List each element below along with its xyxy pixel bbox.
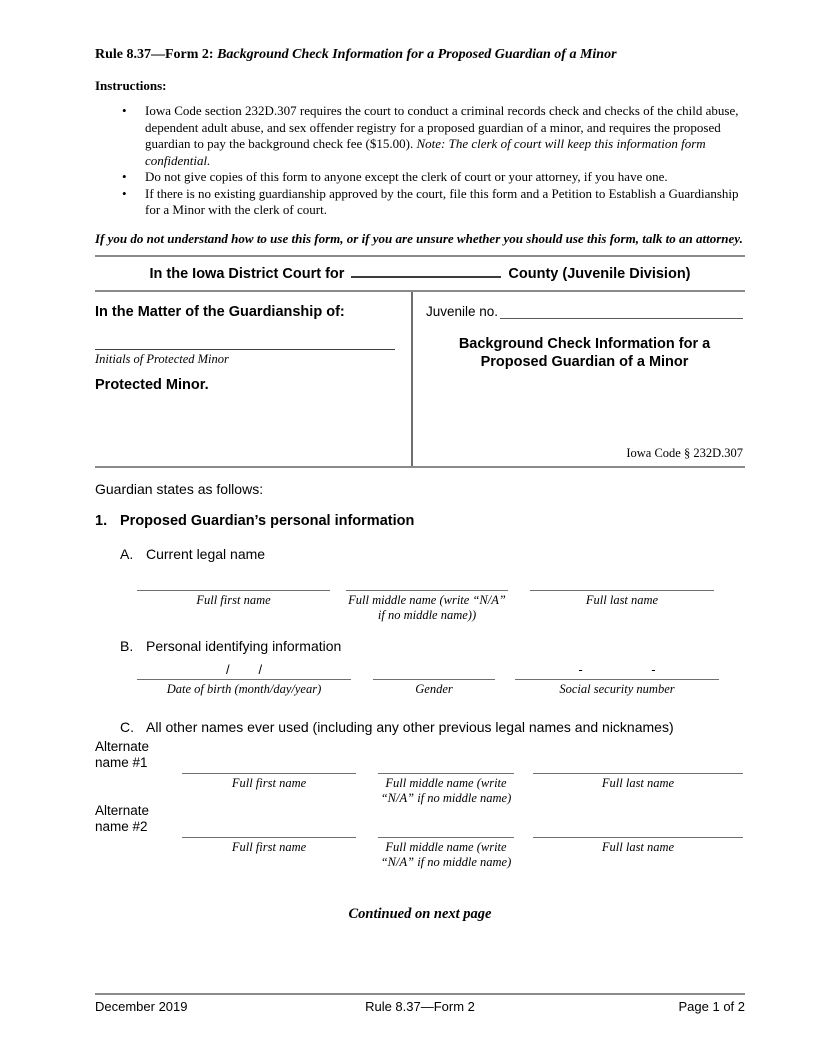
gender-field-group [373, 661, 495, 697]
ssn-separator-dashes: - - [578, 661, 656, 677]
first-name-caption: Full first name [231, 775, 307, 790]
document-title-prefix: Rule 8.37—Form 2: [95, 47, 218, 62]
alt1-first-name-field-group [182, 773, 356, 806]
item-a-heading [120, 545, 745, 563]
form-title: Background Check Information for a Proposed Guardian of a Minor [458, 335, 711, 370]
attorney-warning: If you do not understand how to use this form, or if you are unsure whether you should use this form, talk to an attorney. [95, 230, 743, 246]
opening-statement: Guardian states as follows: [95, 480, 264, 497]
item-b-heading [120, 637, 745, 655]
instructions-heading: Instructions: [95, 78, 167, 93]
juvenile-number-field[interactable] [500, 305, 743, 319]
juvenile-number-row [426, 304, 743, 319]
alt2-middle-name-field[interactable] [378, 837, 514, 838]
caption-spacer [426, 371, 743, 446]
instructions-list [95, 103, 745, 219]
legal-last-name-field-group [530, 590, 714, 623]
legal-middle-name-field[interactable] [346, 590, 508, 591]
alternate-name-1-label: Alternate name #1 [95, 738, 150, 770]
instruction-item [95, 169, 745, 186]
legal-first-name-field[interactable] [137, 590, 330, 591]
date-of-birth-caption: Date of birth (month/day/year) [166, 681, 322, 696]
instruction-text: If there is no existing guardianship approved by the court, file this form and a Petition to Establish a Guardianship for a Minor with the clerk of court. [145, 185, 739, 217]
alt1-first-name-field[interactable] [182, 773, 356, 774]
item-c-label: All other names ever used (including any other previous legal names and nicknames) [146, 718, 674, 735]
county-name-field[interactable] [351, 263, 501, 278]
instruction-item [95, 186, 745, 219]
identifying-info-field-row [137, 661, 745, 697]
continued-note: Continued on next page [348, 905, 492, 922]
last-name-caption: Full last name [601, 839, 675, 854]
caption-cells [95, 292, 745, 466]
alt2-last-name-field[interactable] [533, 837, 743, 838]
document-title [95, 46, 745, 63]
ssn-field-group [515, 661, 719, 697]
protected-minor-label: Protected Minor. [95, 376, 209, 393]
alt2-first-name-field-group [182, 837, 356, 870]
item-c-letter: C. [120, 718, 134, 735]
ssn-field[interactable] [515, 679, 719, 680]
footer-form-number: Rule 8.37—Form 2 [365, 999, 475, 1014]
alt1-last-name-field[interactable] [533, 773, 743, 774]
juvenile-no-label: Juvenile no. [426, 303, 499, 319]
gender-overlay-spacer [373, 661, 495, 679]
alternate-name-2-row [95, 802, 745, 870]
alt1-last-name-field-group [533, 773, 743, 806]
court-header [95, 257, 745, 292]
footer-date: December 2019 [95, 999, 188, 1014]
date-of-birth-field-group [137, 661, 351, 697]
instruction-text: Do not give copies of this form to anyone except the clerk of court or your attorney, if you have one. [145, 169, 668, 184]
section-1-heading [95, 513, 745, 529]
alt2-first-name-field[interactable] [182, 837, 356, 838]
first-name-caption: Full first name [231, 839, 307, 854]
matter-heading: In the Matter of the Guardianship of: [95, 303, 345, 320]
item-b-letter: B. [120, 637, 134, 654]
alt2-last-name-field-group [533, 837, 743, 870]
gender-field[interactable] [373, 679, 495, 680]
alt1-middle-name-field[interactable] [378, 773, 514, 774]
instruction-note: Note: The clerk of court will keep this information form confidential. [145, 136, 706, 168]
alt2-middle-name-field-group [378, 837, 514, 870]
middle-name-caption: Full middle name (write “N/A” if no middle name) [380, 839, 512, 869]
instruction-item [95, 103, 745, 169]
gender-caption: Gender [415, 681, 453, 696]
item-a-letter: A. [120, 545, 134, 562]
middle-name-caption: Full middle name (write “N/A” if no middle name)) [348, 592, 506, 622]
last-name-caption: Full last name [601, 775, 675, 790]
page-footer [95, 993, 745, 1014]
last-name-caption: Full last name [585, 592, 659, 607]
date-separator-slashes: / / [225, 661, 263, 677]
ssn-caption: Social security number [559, 681, 675, 696]
court-header-suffix: County (Juvenile Division) [508, 265, 691, 282]
document-title-main: Background Check Information for a Proposed Guardian of a Minor [217, 47, 617, 62]
caption-left-cell [95, 292, 411, 466]
case-caption-table [95, 255, 745, 468]
initials-of-minor-field[interactable] [95, 349, 395, 350]
caption-right-cell [411, 292, 745, 466]
court-header-prefix: In the Iowa District Court for [149, 265, 345, 282]
first-name-caption: Full first name [196, 592, 271, 607]
legal-name-field-row [137, 590, 745, 623]
code-reference: Iowa Code § 232D.307 [626, 445, 743, 460]
legal-first-name-field-group [137, 590, 330, 623]
footer-page-number: Page 1 of 2 [678, 999, 745, 1014]
item-b-label: Personal identifying information [146, 637, 342, 654]
date-of-birth-field[interactable] [137, 679, 351, 680]
legal-middle-name-field-group [346, 590, 508, 623]
alt1-middle-name-field-group [378, 773, 514, 806]
alternate-name-1-row [95, 738, 745, 806]
middle-name-caption: Full middle name (write “N/A” if no middle name) [380, 775, 512, 805]
initials-caption: Initials of Protected Minor [95, 351, 229, 366]
instruction-text: Iowa Code section 232D.307 requires the court to conduct a criminal records check and checks of the child abuse, dependent adult abuse, and sex offender registry for a proposed guardian of a minor, and requires the proposed guardian to pay the background check fee ($15.00). [145, 103, 739, 151]
section-1-title: Proposed Guardian’s personal information [120, 512, 415, 529]
legal-last-name-field[interactable] [530, 590, 714, 591]
section-1-number: 1. [95, 512, 108, 529]
alternate-name-2-label: Alternate name #2 [95, 802, 150, 834]
item-c-heading [120, 718, 745, 736]
item-a-label: Current legal name [146, 545, 266, 562]
